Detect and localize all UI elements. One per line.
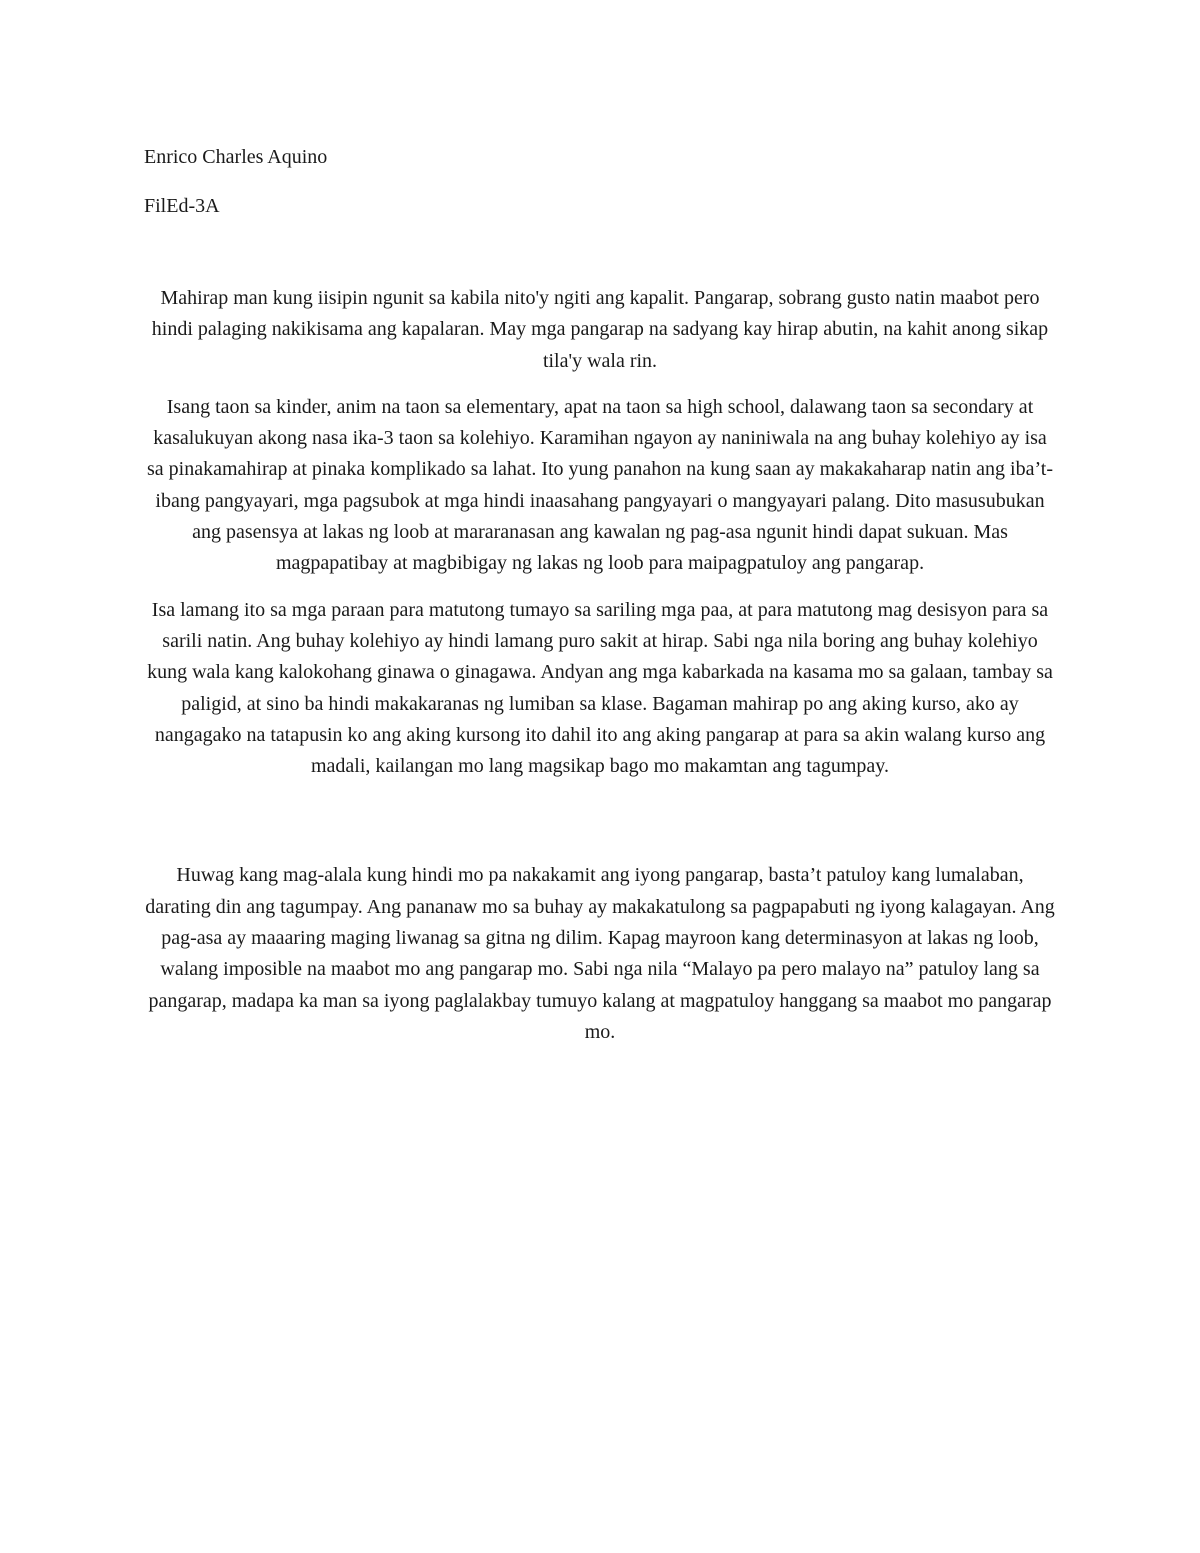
essay-body: [144, 283, 1056, 1048]
paragraph-2: Isang taon sa kinder, anim na taon sa elementary, apat na taon sa high school, dalawang taon sa secondary at kasalukuyan akong nasa ika-3 taon sa kolehiyo. Karamihan ngayon ay naniniwala na ang buhay kolehiyo ay isa sa pinakamahirap at pinaka komplikado sa lahat. Ito yung panahon na kung saan ay makakaharap natin ang iba’t-ibang pangyayari, mga pagsubok at mga hindi inaasahang pangyayari o mangyayari palang. Dito masusubukan ang pasensya at lakas ng loob at mararanasan ang kawalan ng pag-asa ngunit hindi dapat sukuan. Mas magpapatibay at magbibigay ng lakas ng loob para maipagpatuloy ang pangarap.: [147, 395, 1053, 575]
class-section: FilEd-3A: [144, 195, 220, 217]
paragraph-1: Mahirap man kung iisipin ngunit sa kabila nito'y ngiti ang kapalit. Pangarap, sobrang gusto natin maabot pero hindi palaging nakikisama ang kapalaran. May mga pangarap na sadyang kay hirap abutin, na kahit anong sikap tila'y wala rin.: [151, 287, 1049, 372]
paragraph-3: Isa lamang ito sa mga paraan para matutong tumayo sa sariling mga paa, at para matutong mag desisyon para sa sarili natin. Ang buhay kolehiyo ay hindi lamang puro sakit at hirap. Sabi nga nila boring ang buhay kolehiyo kung wala kang kalokohang ginawa o ginagawa. Andyan ang mga kabarkada na kasama mo sa galaan, tambay sa paligid, at sino ba hindi makakaranas ng lumiban sa klase. Bagaman mahirap po ang aking kurso, ako ay nangagako na tatapusin ko ang aking kursong ito dahil ito ang aking pangarap at para sa akin walang kurso ang madali, kailangan mo lang magsikap bago mo makamtan ang tagumpay.: [147, 598, 1053, 778]
paragraph-4: Huwag kang mag-alala kung hindi mo pa nakakamit ang iyong pangarap, basta’t patuloy kang lumalaban, darating din ang tagumpay. Ang pananaw mo sa buhay ay makakatulong sa pagpapabuti ng iyong kalagayan. Ang pag-asa ay maaaring maging liwanag sa gitna ng dilim. Kapag mayroon kang determinasyon at lakas ng loob, walang imposible na maabot mo ang pangarap mo. Sabi nga nila “Malayo pa pero malayo na” patuloy lang sa pangarap, madapa ka man sa iyong paglalakbay tumuyo kalang at magpatuloy hanggang sa maabot mo pangarap mo.: [145, 864, 1055, 1043]
author-name: Enrico Charles Aquino: [144, 146, 328, 168]
